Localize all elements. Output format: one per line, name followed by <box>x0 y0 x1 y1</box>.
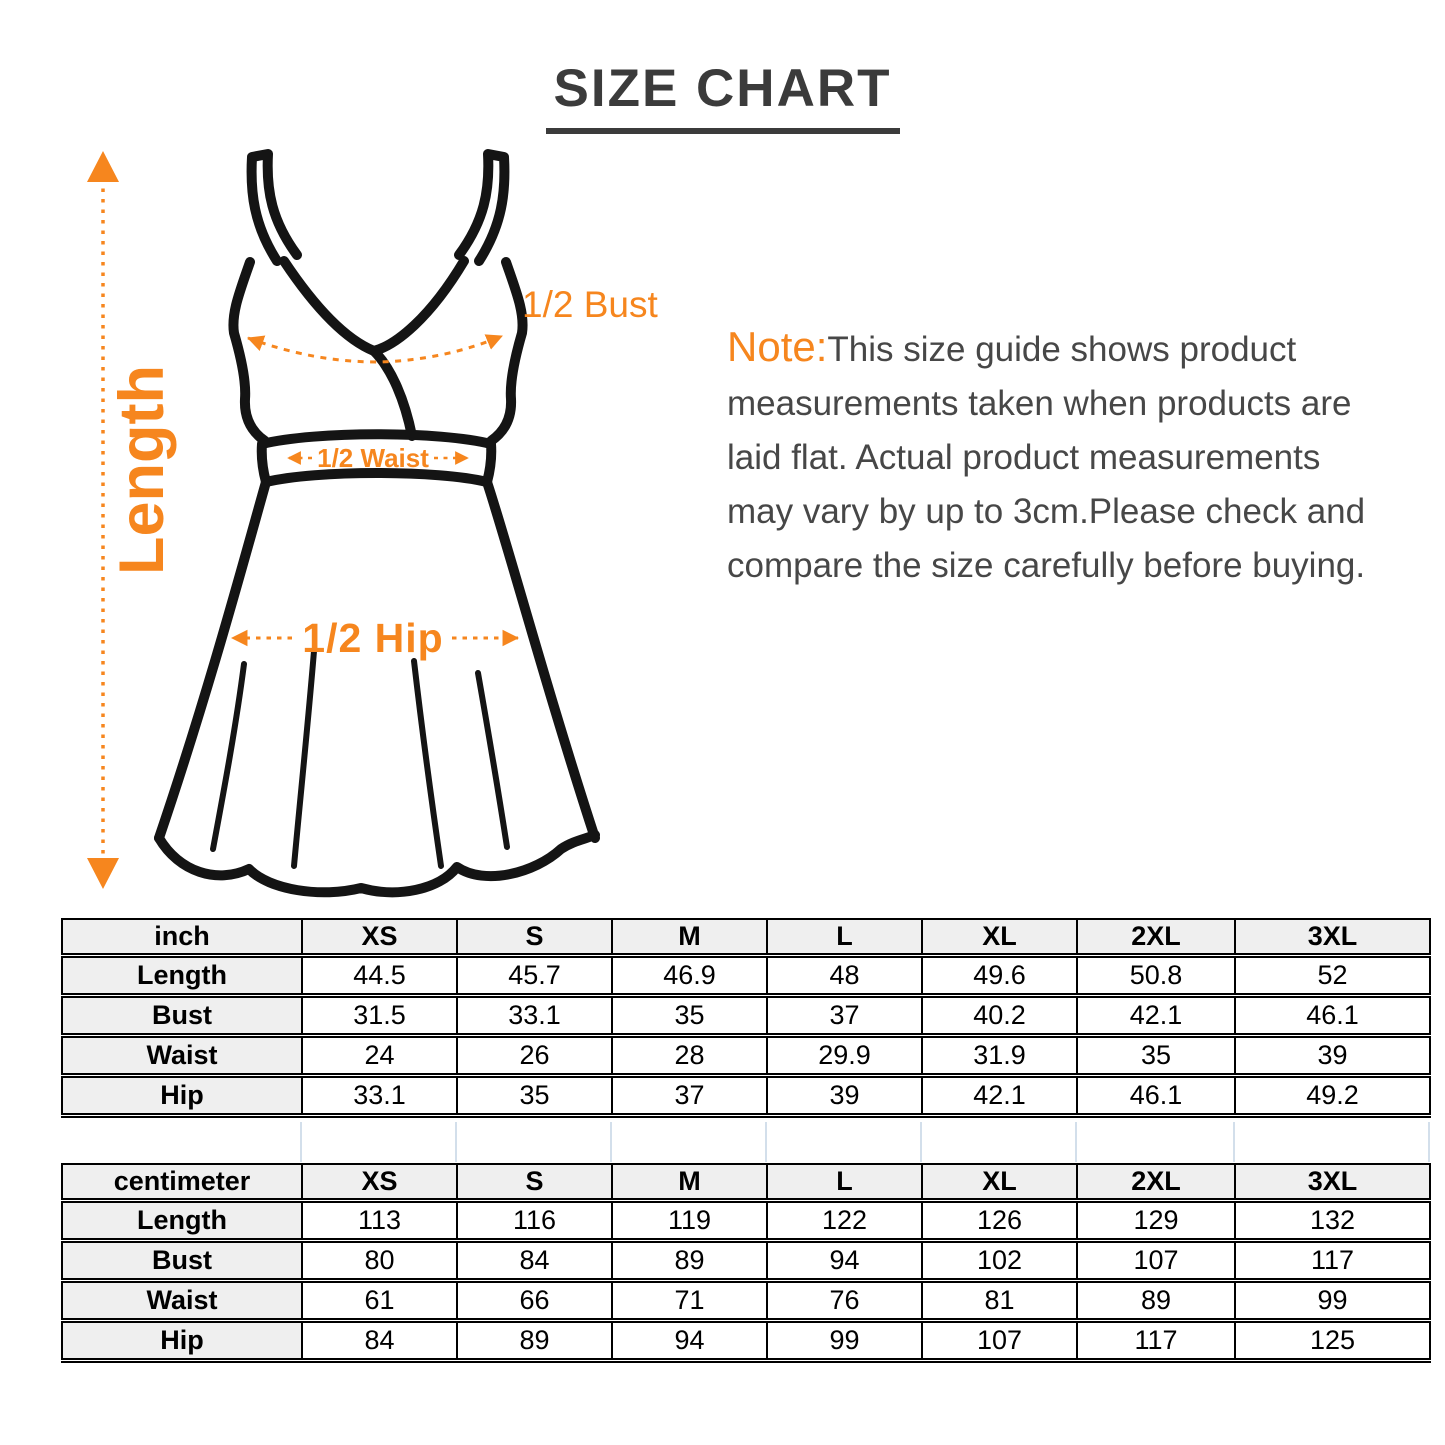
size-value-cell: 125 <box>1235 1321 1430 1361</box>
size-value-cell: 31.5 <box>302 996 457 1036</box>
gap-gridline <box>300 1122 302 1162</box>
note-line: measurements taken when products are <box>727 384 1352 423</box>
row-label: Hip <box>62 1076 302 1116</box>
size-value-cell: 81 <box>922 1281 1077 1321</box>
size-header-cell: S <box>457 919 612 956</box>
note-block <box>727 320 1407 593</box>
table-row <box>62 1076 1430 1116</box>
bodice-left-side <box>233 262 265 441</box>
size-value-cell: 116 <box>457 1201 612 1241</box>
skirt-pleats <box>213 651 507 866</box>
size-value-cell: 99 <box>1235 1281 1430 1321</box>
note-text: This size guide shows product <box>827 330 1297 369</box>
gap-gridline <box>610 1122 612 1162</box>
size-value-cell: 84 <box>302 1321 457 1361</box>
size-value-cell: 76 <box>767 1281 922 1321</box>
size-value-cell: 126 <box>922 1201 1077 1241</box>
size-value-cell: 99 <box>767 1321 922 1361</box>
size-value-cell: 42.1 <box>1077 996 1235 1036</box>
table-row <box>62 996 1430 1036</box>
size-value-cell: 52 <box>1235 956 1430 996</box>
size-header-cell: XS <box>302 919 457 956</box>
size-value-cell: 113 <box>302 1201 457 1241</box>
size-header-cell: XL <box>922 1164 1077 1201</box>
unit-header-cell: centimeter <box>62 1164 302 1201</box>
size-value-cell: 24 <box>302 1036 457 1076</box>
size-value-cell: 46.1 <box>1235 996 1430 1036</box>
size-header-cell: L <box>767 919 922 956</box>
size-value-cell: 33.1 <box>457 996 612 1036</box>
neckline-right-panel <box>374 261 464 351</box>
skirt-right-side <box>487 482 595 838</box>
note-prefix: Note: <box>727 323 828 370</box>
size-value-cell: 28 <box>612 1036 767 1076</box>
row-label: Length <box>62 1201 302 1241</box>
note-line: may vary by up to 3cm.Please check and <box>727 492 1366 531</box>
size-header-cell: M <box>612 1164 767 1201</box>
size-value-cell: 44.5 <box>302 956 457 996</box>
right-strap <box>459 154 504 261</box>
gap-gridline <box>1233 1122 1235 1162</box>
pleat-line <box>213 664 244 849</box>
table-row <box>62 1241 1430 1281</box>
size-table-inch <box>61 918 1431 1118</box>
table-row <box>62 1321 1430 1361</box>
size-value-cell: 107 <box>1077 1241 1235 1281</box>
size-header-cell: 3XL <box>1235 1164 1430 1201</box>
size-value-cell: 66 <box>457 1281 612 1321</box>
size-value-cell: 122 <box>767 1201 922 1241</box>
size-value-cell: 94 <box>612 1321 767 1361</box>
pleat-line <box>478 673 507 847</box>
skirt-hem <box>159 835 595 892</box>
pleat-line <box>294 651 314 866</box>
size-value-cell: 49.2 <box>1235 1076 1430 1116</box>
row-label: Waist <box>62 1281 302 1321</box>
gap-gridline <box>455 1122 457 1162</box>
note-line: compare the size carefully before buying. <box>727 546 1366 585</box>
note-line: laid flat. Actual product measurements <box>727 438 1321 477</box>
size-value-cell: 89 <box>612 1241 767 1281</box>
length-arrowhead-up-icon <box>87 151 119 182</box>
size-header-cell: M <box>612 919 767 956</box>
size-header-cell: XL <box>922 919 1077 956</box>
size-table-centimeter <box>61 1163 1431 1363</box>
size-value-cell: 33.1 <box>302 1076 457 1116</box>
size-value-cell: 89 <box>1077 1281 1235 1321</box>
size-value-cell: 129 <box>1077 1201 1235 1241</box>
size-value-cell: 35 <box>457 1076 612 1116</box>
size-value-cell: 42.1 <box>922 1076 1077 1116</box>
size-value-cell: 45.7 <box>457 956 612 996</box>
size-value-cell: 29.9 <box>767 1036 922 1076</box>
waist-label: 1/2 Waist <box>317 443 429 473</box>
size-value-cell: 61 <box>302 1281 457 1321</box>
table-row <box>62 1281 1430 1321</box>
size-value-cell: 84 <box>457 1241 612 1281</box>
neckline-left-panel <box>284 261 412 436</box>
size-value-cell: 37 <box>767 996 922 1036</box>
row-label: Hip <box>62 1321 302 1361</box>
spreadsheet-gap-gridlines <box>61 1122 1430 1162</box>
gap-gridline <box>765 1122 767 1162</box>
bodice-right-side <box>491 262 523 441</box>
bust-label: 1/2 Bust <box>522 284 658 325</box>
size-value-cell: 48 <box>767 956 922 996</box>
size-value-cell: 89 <box>457 1321 612 1361</box>
gap-gridline <box>1428 1122 1430 1162</box>
table-row <box>62 1036 1430 1076</box>
table-row <box>62 1201 1430 1241</box>
size-value-cell: 80 <box>302 1241 457 1281</box>
page-title: SIZE CHART <box>546 58 900 134</box>
gap-gridline <box>920 1122 922 1162</box>
row-label: Waist <box>62 1036 302 1076</box>
row-label: Bust <box>62 996 302 1036</box>
table-header-row <box>62 919 1430 956</box>
size-value-cell: 49.6 <box>922 956 1077 996</box>
size-value-cell: 132 <box>1235 1201 1430 1241</box>
size-value-cell: 102 <box>922 1241 1077 1281</box>
note-line <box>727 320 1407 377</box>
size-header-cell: XS <box>302 1164 457 1201</box>
size-value-cell: 107 <box>922 1321 1077 1361</box>
size-value-cell: 39 <box>1235 1036 1430 1076</box>
size-value-cell: 39 <box>767 1076 922 1116</box>
size-value-cell: 35 <box>612 996 767 1036</box>
hip-label: 1/2 Hip <box>302 615 444 661</box>
table-header-row <box>62 1164 1430 1201</box>
length-label: Length <box>107 365 177 575</box>
size-value-cell: 46.1 <box>1077 1076 1235 1116</box>
unit-header-cell: inch <box>62 919 302 956</box>
size-value-cell: 94 <box>767 1241 922 1281</box>
length-arrowhead-down-icon <box>87 858 119 889</box>
table-row <box>62 956 1430 996</box>
size-value-cell: 46.9 <box>612 956 767 996</box>
size-header-cell: 2XL <box>1077 919 1235 956</box>
row-label: Bust <box>62 1241 302 1281</box>
pleat-line <box>414 661 441 866</box>
size-value-cell: 50.8 <box>1077 956 1235 996</box>
dress-outline <box>159 154 595 892</box>
size-header-cell: 2XL <box>1077 1164 1235 1201</box>
row-label: Length <box>62 956 302 996</box>
size-value-cell: 26 <box>457 1036 612 1076</box>
size-header-cell: 3XL <box>1235 919 1430 956</box>
gap-gridline <box>1075 1122 1077 1162</box>
size-value-cell: 40.2 <box>922 996 1077 1036</box>
size-value-cell: 37 <box>612 1076 767 1116</box>
size-value-cell: 119 <box>612 1201 767 1241</box>
size-header-cell: S <box>457 1164 612 1201</box>
size-header-cell: L <box>767 1164 922 1201</box>
size-value-cell: 35 <box>1077 1036 1235 1076</box>
size-value-cell: 71 <box>612 1281 767 1321</box>
left-strap <box>252 154 297 261</box>
size-value-cell: 117 <box>1235 1241 1430 1281</box>
size-value-cell: 31.9 <box>922 1036 1077 1076</box>
size-value-cell: 117 <box>1077 1321 1235 1361</box>
